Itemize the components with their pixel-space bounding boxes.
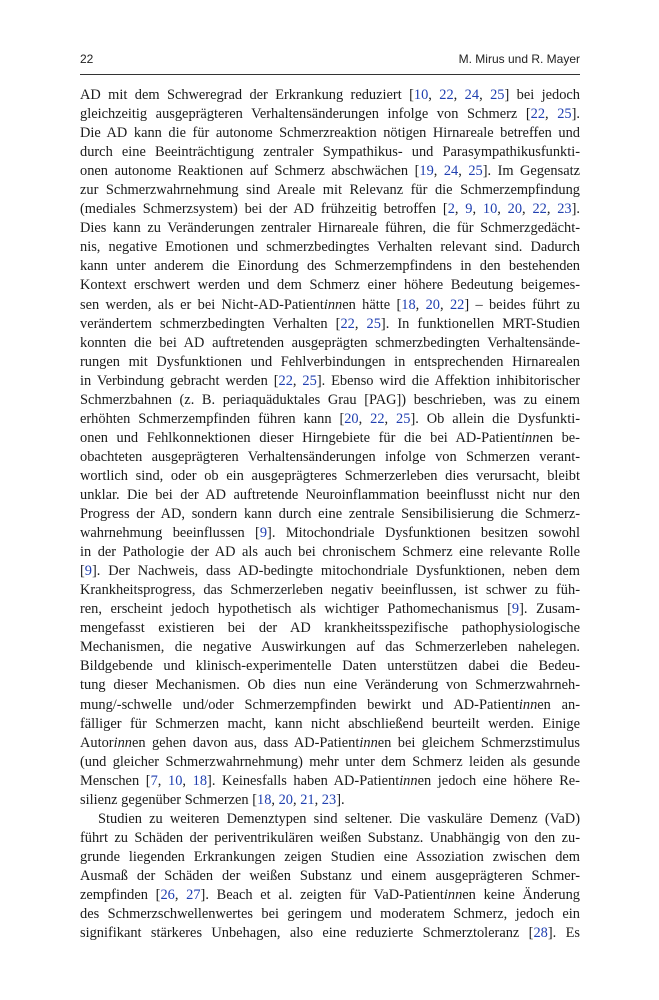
citation-ref[interactable]: 22 bbox=[340, 315, 355, 332]
citation-ref[interactable]: 22 bbox=[532, 201, 547, 218]
text-line: obachteten ausgeprägteren Verhaltensänderungen infolge von Schmerzen verant- bbox=[80, 448, 580, 465]
citation-ref[interactable]: 22 bbox=[278, 372, 293, 389]
citation-ref[interactable]: 24 bbox=[443, 163, 459, 180]
citation-ref[interactable]: 26 bbox=[160, 886, 175, 903]
text-line: in der Pathologie der AD als auch bei chronischem Schmerz eine relevante Rolle bbox=[80, 544, 580, 561]
citation-ref[interactable]: 25 bbox=[557, 106, 572, 123]
text-line: (mediales Schmerzsystem) bei der AD frühzeitig betroffen [2, 9, 10, 20, 22, 23]. bbox=[80, 201, 581, 218]
text-line: Progress der AD, sondern kann durch eine zentrale Sensibilisierung die Schmerz- bbox=[80, 506, 580, 523]
citation-ref[interactable]: 20 bbox=[425, 296, 440, 313]
text-line: durch eine Beeinträchtigung zentraler Sympathikus- und Parasympathikusfunkti- bbox=[80, 144, 580, 161]
citation-ref[interactable]: 27 bbox=[186, 886, 201, 903]
body-text bbox=[80, 86, 580, 943]
text-line: onen und Fehlkonnektionen dieser Hirngebiete für die bei AD-Patientinnen be- bbox=[80, 429, 580, 446]
citation-ref[interactable]: 20 bbox=[278, 791, 293, 808]
text-line: konnten die bei AD auftretenden ausgeprägten schmerzbedingten Verhaltensände- bbox=[80, 334, 580, 351]
text-line: Schmerzbahnen (z. B. periaquäduktales Grau [PAG]) beschrieben, was zu einem bbox=[80, 391, 580, 408]
citation-ref[interactable]: 22 bbox=[370, 410, 385, 427]
text-line: Autorinnen gehen davon aus, dass AD-Patientinnen bei gleichem Schmerzstimulus bbox=[80, 734, 580, 751]
text-line: mung/-schwelle und/oder Schmerzempfinden bewirkt und AD-Patientinnen an- bbox=[80, 696, 580, 713]
citation-ref[interactable]: 18 bbox=[192, 772, 208, 789]
citation-ref[interactable]: 18 bbox=[257, 791, 272, 808]
citation-ref[interactable]: 9 bbox=[84, 563, 92, 580]
citation-ref[interactable]: 9 bbox=[259, 525, 268, 542]
citation-ref[interactable]: 21 bbox=[300, 791, 315, 808]
citation-ref[interactable]: 9 bbox=[511, 601, 520, 618]
citation-ref[interactable]: 23 bbox=[321, 791, 337, 808]
text-line: signifikant stärkeres Unbehagen, also eine reduzierte Schmerztoleranz [28]. Es bbox=[80, 925, 580, 942]
paragraph-1 bbox=[80, 86, 580, 810]
text-line: rungen mit Dysfunktionen und Fehlverbindungen in entsprechenden Hirnarealen bbox=[80, 353, 580, 370]
text-line: Kontext erschwert werden und dem Schmerz einer höhere Bedeutung beigemes- bbox=[80, 277, 580, 294]
citation-ref[interactable]: 22 bbox=[439, 87, 454, 103]
text-line: gleichzeitig ausgeprägteren Verhaltensänderungen infolge von Schmerz [22, 25]. bbox=[80, 106, 580, 123]
running-head-authors: M. Mirus und R. Mayer bbox=[458, 52, 580, 66]
citation-ref[interactable]: 25 bbox=[468, 163, 483, 180]
citation-ref[interactable]: 10 bbox=[413, 87, 429, 103]
text-line: in Verbindung gebracht werden [22, 25]. Ebenso wird die Affektion inhibitorischer bbox=[80, 372, 581, 389]
text-line: tung dieser Mechanismen. Ob dies nun eine Veränderung von Schmerzwahrneh- bbox=[80, 677, 580, 694]
citation-ref[interactable]: 25 bbox=[396, 410, 411, 427]
citation-ref[interactable]: 10 bbox=[168, 772, 183, 789]
text-line: verändertem schmerzbedingten Verhalten [22, 25]. In funktionellen MRT-Studien bbox=[80, 315, 580, 332]
text-line: des Schmerzschwellenwertes bei geringem und moderatem Schmerz, jedoch ein bbox=[80, 906, 580, 923]
text-line: fälliger für Schmerzen macht, kann nicht abschließend beurteilt werden. Einige bbox=[80, 715, 580, 732]
text-line: erhöhten Schmerzempfinden führen kann [20, 22, 25]. Ob allein die Dysfunkti- bbox=[80, 410, 580, 427]
text-line: zempfinden [26, 27]. Beach et al. zeigten für VaD-Patientinnen keine Änderung bbox=[80, 886, 580, 903]
text-line: Menschen [7, 10, 18]. Keinesfalls haben AD-Patientinnen jedoch eine höhere Re- bbox=[80, 772, 580, 789]
citation-ref[interactable]: 25 bbox=[366, 315, 381, 332]
text-line: onen autonome Reaktionen auf Schmerz abschwächen [19, 24, 25]. Im Gegensatz bbox=[80, 163, 580, 180]
text-line: Ausmaß der Schäden der weißen Substanz und einem ausgeprägteren Schmer- bbox=[80, 867, 580, 884]
citation-ref[interactable]: 2 bbox=[447, 201, 455, 218]
text-line: silienz gegenüber Schmerzen [18, 20, 21, 23]. bbox=[80, 791, 345, 808]
header-rule bbox=[80, 74, 580, 75]
text-line: unklar. Die bei der AD auftretende Neuroinflammation beeinflusst nicht nur den bbox=[80, 486, 580, 503]
text-line: sen werden, als er bei Nicht-AD-Patientinnen hätte [18, 20, 22] – beides führt zu bbox=[80, 296, 580, 313]
text-line: [9]. Der Nachweis, dass AD-bedingte mitochondriale Dysfunktionen, neben dem bbox=[80, 563, 580, 580]
text-line: wahrnehmung beeinflussen [9]. Mitochondriale Dysfunktionen besitzen sowohl bbox=[80, 525, 580, 542]
text-line: wortlich sind, oder ob ein ausgeprägteres Schmerzerleben dies verursacht, bleibt bbox=[80, 467, 580, 484]
text-line: ren, erscheint jedoch hypothetisch als wichtiger Pathomechanismus [9]. Zusam- bbox=[80, 601, 580, 618]
text-line: nis, negative Emotionen und schmerzbedingtes Verhalten relevant sind. Dadurch bbox=[80, 239, 580, 256]
citation-ref[interactable]: 25 bbox=[490, 87, 505, 103]
citation-ref[interactable]: 20 bbox=[507, 201, 523, 218]
text-line: Bildgebende und klinisch-experimentelle Daten unterstützen dabei die Bedeu- bbox=[80, 658, 580, 675]
text-line: führt zu Schäden der periventrikulären weißen Substanz. Unabhängig von den zu- bbox=[80, 829, 580, 846]
citation-ref[interactable]: 24 bbox=[464, 87, 480, 103]
citation-ref[interactable]: 25 bbox=[302, 372, 317, 389]
citation-ref[interactable]: 28 bbox=[533, 925, 548, 942]
citation-ref[interactable]: 19 bbox=[419, 163, 434, 180]
text-line: Dies kann zu Veränderungen zentraler Hirnareale führen, die für Schmerzgedächt- bbox=[80, 220, 580, 237]
paragraph-2 bbox=[80, 810, 580, 943]
text-line: Krankheitsprogress, das Schmerzerleben negativ beeinflussen, ist schwer zu füh- bbox=[80, 582, 580, 599]
citation-ref[interactable]: 7 bbox=[150, 772, 158, 789]
text-line: (und gleicher Schmerzwahrnehmung) mehr unter dem Schmerz leiden als gesunde bbox=[80, 753, 580, 770]
citation-ref[interactable]: 10 bbox=[482, 201, 498, 218]
citation-ref[interactable]: 20 bbox=[344, 410, 359, 427]
text-line: grunde liegenden Erkrankungen zeigen Studien eine Assoziation zwischen dem bbox=[80, 848, 580, 865]
citation-ref[interactable]: 22 bbox=[449, 296, 465, 313]
text-line: zur Schmerzwahrnehmung sind Areale mit Relevanz für die Schmerzempfindung bbox=[80, 182, 580, 199]
text-line: AD mit dem Schweregrad der Erkrankung reduziert [10, 22, 24, 25] bei jedoch bbox=[80, 87, 580, 103]
citation-ref[interactable]: 22 bbox=[530, 106, 546, 123]
text-line: Studien zu weiteren Demenztypen sind seltener. Die vaskuläre Demenz (VaD) bbox=[98, 810, 580, 827]
text-line: kann unter anderem die Einordung des Schmerzempfindens in den bestehenden bbox=[80, 258, 580, 275]
text-line: Mechanismen, die negative Auswirkungen auf das Schmerzerleben nahelegen. bbox=[80, 639, 580, 656]
page-number: 22 bbox=[80, 52, 94, 66]
citation-ref[interactable]: 18 bbox=[401, 296, 416, 313]
citation-ref[interactable]: 9 bbox=[465, 201, 473, 218]
citation-ref[interactable]: 23 bbox=[557, 201, 572, 218]
text-line: Die AD kann die für autonome Schmerzreaktion nötigen Hirnareale betreffen und bbox=[80, 125, 580, 142]
text-line: mengefasst existieren bei der AD krankheitsspezifische pathophysiologische bbox=[80, 620, 580, 637]
